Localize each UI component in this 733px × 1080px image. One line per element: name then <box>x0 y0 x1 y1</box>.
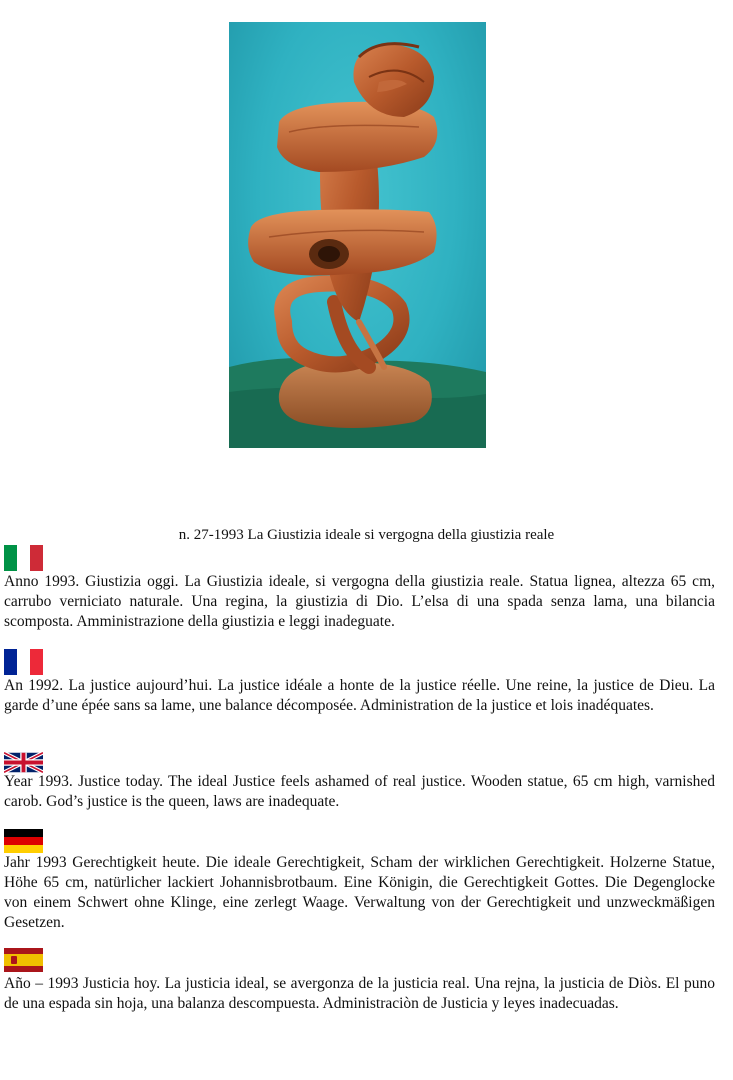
italian-description: Anno 1993. Giustizia oggi. La Giustizia ideale, si vergogna della giustizia reale. Statua lignea, altezza 65 cm, carrubo verniciato naturale. Una regina, la giustizia di Dio. L’elsa di una spada senza lama, una bilancia scomposta. Amministrazione della giustizia e leggi inadeguate. <box>4 573 715 630</box>
spain-flag-icon <box>4 948 43 972</box>
france-flag-icon <box>4 649 43 675</box>
spanish-description: Año – 1993 Justicia hoy. La justicia ideal, se avergonza de la justicia real. Una rejna, la justicia de Diòs. El puno de una espada sin hoja, una balanza descompuesta. Administraciòn de Justicia y leyes inadecuadas. <box>4 975 715 1012</box>
french-description: An 1992. La justice aujourd’hui. La justice idéale a honte de la justice réelle. Une reine, la justice de Dieu. La garde d’une épée sans sa lame, une balance décomposée. Administration de la justice et lois inadéquates. <box>4 677 715 714</box>
artwork-caption: n. 27-1993 La Giustizia ideale si vergogna della giustizia reale <box>178 527 555 543</box>
german-description: Jahr 1993 Gerechtigkeit heute. Die ideale Gerechtigkeit, Scham der wirklichen Gerechtigkeit. Holzerne Statue, Höhe 65 cm, natürlicher lackiert Johannisbrotbaum. Eine Königin, die Gerechtigkeit Gottes. Die Degenglocke von einem Schwert ohne Klinge, eine zerlegt Waage. Verwaltung von der Gerechtigkeit und unzweckmäßigen Gesetzen. <box>4 854 715 931</box>
sculpture-photo <box>229 22 486 448</box>
english-description: Year 1993. Justice today. The ideal Justice feels ashamed of real justice. Wooden statue, 65 cm high, varnished carob. God’s justice is the queen, laws are inadequate. <box>4 773 715 810</box>
germany-flag-icon <box>4 829 43 853</box>
italy-flag-icon <box>4 545 43 571</box>
